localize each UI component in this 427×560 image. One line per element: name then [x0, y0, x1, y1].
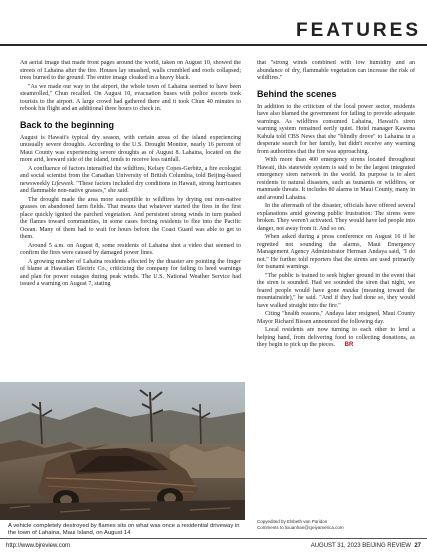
- footer-url[interactable]: http://www.bjreview.com: [6, 543, 71, 549]
- right-paragraph-5: When asked during a press conference on August 16 if he regretted not sounding the alarms, Maui Emergency Management Agency Administrator Herman Andaya said, "I do not." He further told reporters that the sirens are used primarily for tsunami warnings.: [257, 234, 415, 270]
- page-number: 27: [414, 543, 421, 549]
- section-label: FEATURES: [296, 20, 421, 41]
- left-heading: Back to the beginning: [20, 119, 115, 130]
- right-column: [257, 60, 415, 520]
- left-paragraph-6: Around 5 a.m. on August 8, some residents of Lahaina shot a video that seemed to confirm the fires were caused by damaged power lines.: [20, 242, 241, 256]
- right-paragraph-6-text-a: "The public is trained to seek higher ground in the event that the siren is sounded. Had we sounded the siren that night, we feared people would have gone: [257, 272, 415, 294]
- left-paragraph-7: A growing number of Lahaina residents affected by the disaster are pointing the finger of blame at Hawaiian Electric Co., criticizing the company for failing to heed warnings and plan for power outages during peak winds. The U.S. National Weather Service had issued a warning on August 7, stating: [20, 258, 241, 287]
- left-paragraph-4-text-a: A confluence of factors intensified the wildfires, Kelsey Copes-Gerbitz, a fire ecologist and social scientist from the Canadian University of British Columbia, told Beijing-based newsweekly: [20, 165, 241, 187]
- right-paragraph-3: With more than 400 emergency sirens located throughout Hawaii, this statewide system is said to be the largest integrated emergency siren network in the world. Its purpose is to alert residents to natural disasters, such as tsunamis or wildfires, or manmade threats. It includes 80 alarms in Maui County, many in and around Lahaina.: [257, 157, 415, 201]
- right-paragraph-4: In the aftermath of the disaster, officials have offered several explanations amid growing public frustration: The sirens were broken. They weren't activated. They would have led people into danger, not away from it. And so on.: [257, 203, 415, 232]
- hawaiian-term: mauka: [342, 287, 359, 294]
- copyeditor-credit: Copyedited by Elsbeth van Paridon: [257, 519, 328, 524]
- photo-caption: A vehicle completely destroyed by flames sits on what was once a residential driveway in the town of Lahaina, Maui Island, on August 14: [8, 523, 240, 537]
- footer-issue: [311, 543, 421, 549]
- right-paragraph-1: that "strong winds combined with low humidity and an abundance of dry, flammable vegetation can increase the risk of wildfires.": [257, 60, 415, 81]
- right-paragraph-6: [257, 273, 415, 311]
- footer-issue-label: AUGUST 31, 2023 BEIJING REVIEW: [310, 543, 411, 549]
- right-heading: Behind the scenes: [257, 88, 337, 99]
- left-paragraph-4: [20, 166, 241, 196]
- left-paragraph-3: August is Hawaii's typical dry season, with certain areas of the island experiencing unusually severe droughts. According to the U.S. Drought Monitor, nearly 16 percent of Maui County was experiencing severe droughts as of August 8. Lahaina, located on the more arid, leeward side of the island, tends to receive less rainfall.: [20, 134, 241, 163]
- left-paragraph-2: "As we made our way to the airport, the whole town of Lahaina seemed to have been steamrolled," Chun recalled. On August 10, evacuation buses with police escorts took tourists to the airport. A large crowd had gathered there and it took Chun 40 minutes to rebook his flight and an additional three hours to check in.: [20, 83, 241, 112]
- left-column: [20, 60, 241, 380]
- header-rule: [0, 44, 427, 46]
- right-paragraph-8-text: Local residents are now turning to each other to lend a helping hand, from delivering food to collecting donations, as they begin to pick up the pieces.: [257, 327, 415, 348]
- footer-rule: [0, 538, 427, 539]
- right-paragraph-2: In addition to the criticism of the local power sector, residents have also blamed the government for failing to provide adequate warnings. As wildfires consumed Lahaina, Hawaii's siren warning system remained eerily quiet. Hotel manager Kawena Kahula told CBS News that she "blindly drove" to Lahaina in a desperate search for her family, but didn't receive any warning from authorities that the fire was approaching.: [257, 103, 415, 155]
- burned-vehicle-illustration: [0, 382, 245, 520]
- right-paragraph-6-text-b: (meaning toward the mountainside)," he said. "And if they had done so, they would have walked straight into the fire.": [257, 287, 415, 309]
- left-paragraph-5: The drought made the area more susceptible to wildfires by drying out non-native grasses on abandoned farm fields. That means that whatever started the fires in the first place quickly ignited the parched vegetation. And persistent strong winds in turn pushed the flames toward communities, in some cases forcing residents to flee into the Pacific Ocean. Many of them had to wait for hours before the Coast Guard was able to get to them.: [20, 196, 241, 240]
- burned-vehicle-photo: [0, 382, 245, 520]
- comments-contact: Comments to lixuanhan@cjeiyamerica.com: [257, 525, 344, 530]
- article-credits: [257, 519, 417, 531]
- right-paragraph-7: Citing "health reasons," Andaya later resigned, Maui County Mayor Richard Bissen announced the following day.: [257, 311, 415, 325]
- left-paragraph-1: An aerial image that made front pages around the world, taken on August 10, showed the streets of Lahaina after the fire. Houses lay smashed, walls crumbled and roofs collapsed; trees burned to the ground. The entire image cloaked in a heavy black.: [20, 60, 241, 81]
- end-mark: BR: [344, 342, 354, 348]
- publication-name: Lifeweek: [51, 180, 74, 187]
- left-paragraph-4-text-b: . "These factors included dry conditions in Hawaii, strong hurricanes and flammable non-native grasses," she said.: [20, 180, 241, 194]
- right-paragraph-8: [257, 327, 415, 350]
